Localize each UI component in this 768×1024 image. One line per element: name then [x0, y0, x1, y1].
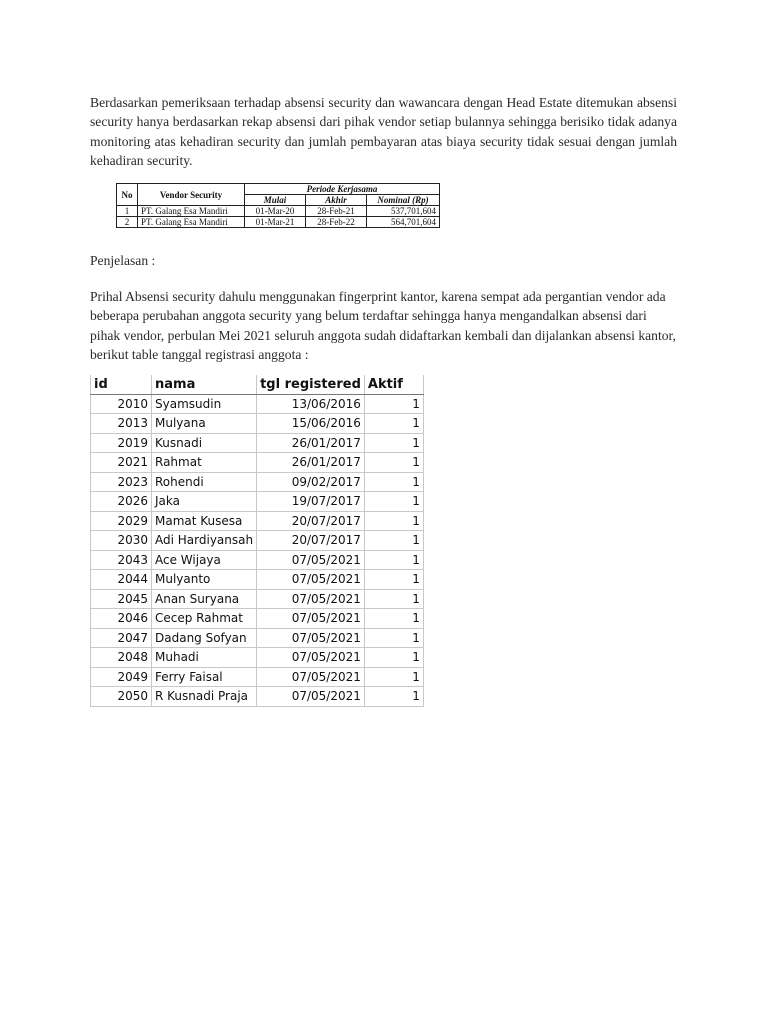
table-row	[91, 570, 424, 590]
table-row	[91, 433, 424, 453]
cell-tgl: 07/05/2021	[257, 609, 365, 629]
cell-nama: Anan Suryana	[152, 589, 257, 609]
cell-id: 2010	[91, 394, 152, 414]
cell-tgl: 19/07/2017	[257, 492, 365, 512]
cell-aktif: 1	[364, 667, 423, 687]
table-row	[91, 511, 424, 531]
cell-aktif: 1	[364, 511, 423, 531]
cell-nama: Rohendi	[152, 472, 257, 492]
intro-paragraph: Berdasarkan pemeriksaan terhadap absensi security dan wawancara dengan Head Estate ditemukan absensi security hanya berdasarkan rekap absensi dari pihak vendor setiap bulannya sehingga berisiko tidak adanya monitoring atas kehadiran security dan jumlah pembayaran atas biaya security tidak sesuai dengan jumlah kehadiran security.	[90, 95, 677, 168]
cell-aktif: 1	[364, 589, 423, 609]
vendor-contract-table	[116, 183, 440, 228]
cell-nominal: 564,701,604	[367, 217, 440, 228]
table-row	[91, 414, 424, 434]
cell-id: 2021	[91, 453, 152, 473]
cell-id: 2048	[91, 648, 152, 668]
table-row	[91, 648, 424, 668]
col-header-nominal: Nominal (Rp)	[367, 195, 440, 206]
table-row	[117, 206, 440, 217]
cell-akhir: 28-Feb-21	[306, 206, 367, 217]
cell-tgl: 07/05/2021	[257, 550, 365, 570]
explanation-paragraph: Prihal Absensi security dahulu menggunakan fingerprint kantor, karena sempat ada pergantian vendor ada beberapa perubahan anggota security yang belum terdaftar sehingga hanya mengandalkan absensi dari pihak vendor, perbulan Mei 2021 seluruh anggota sudah didaftarkan kembali dan dijalankan absensi kantor, berikut table tanggal registrasi anggota :	[90, 289, 676, 362]
table-row	[91, 472, 424, 492]
cell-nama: Dadang Sofyan	[152, 628, 257, 648]
cell-nama: Syamsudin	[152, 394, 257, 414]
cell-nama: Cecep Rahmat	[152, 609, 257, 629]
table-row	[91, 550, 424, 570]
cell-tgl: 07/05/2021	[257, 687, 365, 707]
cell-aktif: 1	[364, 570, 423, 590]
cell-nama: Muhadi	[152, 648, 257, 668]
cell-id: 2046	[91, 609, 152, 629]
cell-tgl: 20/07/2017	[257, 531, 365, 551]
col-header-mulai: Mulai	[245, 195, 306, 206]
cell-aktif: 1	[364, 492, 423, 512]
cell-akhir: 28-Feb-22	[306, 217, 367, 228]
cell-id: 2049	[91, 667, 152, 687]
cell-aktif: 1	[364, 648, 423, 668]
cell-nama: Rahmat	[152, 453, 257, 473]
table-row	[91, 589, 424, 609]
cell-aktif: 1	[364, 394, 423, 414]
table-row	[91, 667, 424, 687]
table-row	[91, 492, 424, 512]
cell-nama: Adi Hardiyansah	[152, 531, 257, 551]
cell-tgl: 26/01/2017	[257, 433, 365, 453]
cell-id: 2044	[91, 570, 152, 590]
cell-id: 2043	[91, 550, 152, 570]
cell-id: 2029	[91, 511, 152, 531]
cell-tgl: 07/05/2021	[257, 570, 365, 590]
table-row	[117, 217, 440, 228]
cell-no: 2	[117, 217, 138, 228]
col-header-no: No	[117, 184, 138, 206]
cell-nama: Jaka	[152, 492, 257, 512]
cell-tgl: 09/02/2017	[257, 472, 365, 492]
cell-id: 2045	[91, 589, 152, 609]
cell-aktif: 1	[364, 433, 423, 453]
cell-aktif: 1	[364, 550, 423, 570]
cell-id: 2047	[91, 628, 152, 648]
cell-tgl: 07/05/2021	[257, 648, 365, 668]
table-row	[91, 628, 424, 648]
col-header-akhir: Akhir	[306, 195, 367, 206]
table-row	[91, 394, 424, 414]
cell-aktif: 1	[364, 609, 423, 629]
cell-nama: Ace Wijaya	[152, 550, 257, 570]
col-header-id: id	[91, 375, 152, 394]
cell-aktif: 1	[364, 453, 423, 473]
table-row	[91, 453, 424, 473]
cell-nama: R Kusnadi Praja	[152, 687, 257, 707]
section-label: Penjelasan :	[90, 253, 156, 268]
cell-tgl: 20/07/2017	[257, 511, 365, 531]
col-header-nama: nama	[152, 375, 257, 394]
cell-nominal: 537,701,604	[367, 206, 440, 217]
cell-nama: Mamat Kusesa	[152, 511, 257, 531]
cell-no: 1	[117, 206, 138, 217]
cell-tgl: 15/06/2016	[257, 414, 365, 434]
cell-aktif: 1	[364, 628, 423, 648]
cell-id: 2013	[91, 414, 152, 434]
cell-vendor: PT. Galang Esa Mandiri	[138, 217, 245, 228]
table-row	[91, 609, 424, 629]
cell-tgl: 13/06/2016	[257, 394, 365, 414]
cell-id: 2023	[91, 472, 152, 492]
cell-nama: Mulyanto	[152, 570, 257, 590]
cell-aktif: 1	[364, 472, 423, 492]
cell-mulai: 01-Mar-21	[245, 217, 306, 228]
cell-id: 2050	[91, 687, 152, 707]
col-header-tgl: tgl registered	[257, 375, 365, 394]
cell-nama: Mulyana	[152, 414, 257, 434]
col-header-periode: Periode Kerjasama	[245, 184, 440, 195]
cell-tgl: 07/05/2021	[257, 589, 365, 609]
cell-vendor: PT. Galang Esa Mandiri	[138, 206, 245, 217]
cell-tgl: 07/05/2021	[257, 628, 365, 648]
cell-id: 2019	[91, 433, 152, 453]
cell-nama: Kusnadi	[152, 433, 257, 453]
table-row	[91, 687, 424, 707]
col-header-vendor: Vendor Security	[138, 184, 245, 206]
cell-aktif: 1	[364, 414, 423, 434]
cell-mulai: 01-Mar-20	[245, 206, 306, 217]
cell-tgl: 26/01/2017	[257, 453, 365, 473]
cell-id: 2030	[91, 531, 152, 551]
cell-tgl: 07/05/2021	[257, 667, 365, 687]
cell-aktif: 1	[364, 687, 423, 707]
table-row	[91, 531, 424, 551]
cell-id: 2026	[91, 492, 152, 512]
col-header-aktif: Aktif	[364, 375, 423, 394]
member-registration-table	[90, 375, 424, 707]
cell-aktif: 1	[364, 531, 423, 551]
cell-nama: Ferry Faisal	[152, 667, 257, 687]
